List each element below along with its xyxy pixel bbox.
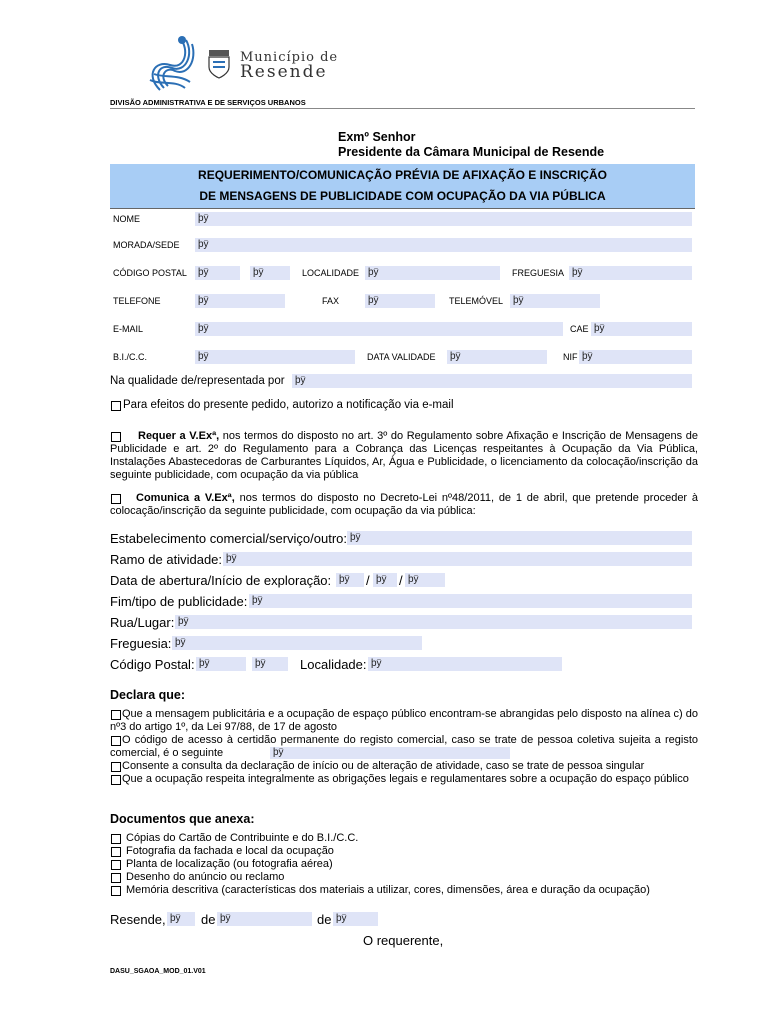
- doc-item-5: Memória descritiva (características dos materiais a utilizar, cores, dimensões, área e duração da ocupação): [126, 884, 650, 896]
- codigo-postal-est-field-2[interactable]: þÿ: [252, 657, 288, 671]
- declara-item-4: Que a ocupação respeita integralmente as obrigações legais e regulamentares sobre a ocupação do espaço público: [122, 773, 689, 785]
- requer-paragraph: [110, 430, 698, 482]
- codigo-postal-field-1[interactable]: þÿ: [195, 266, 240, 280]
- nome-field[interactable]: þÿ: [195, 212, 692, 226]
- qualidade-field[interactable]: þÿ: [292, 374, 692, 388]
- rua-field[interactable]: þÿ: [175, 615, 692, 629]
- resende-label: Resende: [240, 62, 328, 82]
- localidade-est-field[interactable]: þÿ: [368, 657, 562, 671]
- doc-checkbox-3[interactable]: [111, 860, 121, 870]
- form-title-line1: REQUERIMENTO/COMUNICAÇÃO PRÉVIA DE AFIXAÇÃO E INSCRIÇÃO: [198, 168, 607, 182]
- date-separator-1: /: [366, 573, 370, 588]
- data-abertura-year-field[interactable]: þÿ: [405, 573, 445, 587]
- division-title: DIVISÃO ADMINISTRATIVA E DE SERVIÇOS URBANOS: [110, 98, 306, 107]
- codigo-postal-est-field-1[interactable]: þÿ: [196, 657, 246, 671]
- doc-item-3: Planta de localização (ou fotografia aérea): [126, 858, 333, 870]
- fim-label: Fim/tipo de publicidade:: [110, 594, 248, 609]
- email-consent-text: Para efeitos do presente pedido, autorizo a notificação via e-mail: [123, 399, 454, 411]
- addressee-line2: Presidente da Câmara Municipal de Resende: [338, 145, 605, 159]
- data-abertura-day-field[interactable]: þÿ: [336, 573, 364, 587]
- form-title-line2: DE MENSAGENS DE PUBLICIDADE COM OCUPAÇÃO DA VIA PÚBLICA: [199, 189, 606, 203]
- form-title-box: [110, 164, 695, 209]
- fax-label: FAX: [322, 296, 340, 306]
- de-label-2: de: [317, 912, 332, 927]
- doc-item-2: Fotografia da fachada e local da ocupação: [126, 845, 334, 857]
- email-label: E-MAIL: [113, 324, 144, 334]
- telemovel-label: TELEMÓVEL: [449, 296, 504, 306]
- day-field[interactable]: þÿ: [167, 912, 195, 926]
- qualidade-label: Na qualidade de/representada por: [110, 375, 285, 387]
- doc-checkbox-4[interactable]: [111, 873, 121, 883]
- requerente-label: O requerente,: [363, 933, 444, 948]
- morada-field[interactable]: þÿ: [195, 238, 692, 252]
- codigo-postal-field-2[interactable]: þÿ: [250, 266, 290, 280]
- resende-wave-logo: [140, 30, 200, 100]
- freguesia-est-label: Freguesia:: [110, 636, 172, 651]
- telefone-label: TELEFONE: [113, 296, 161, 306]
- resende-date-label: Resende,: [110, 912, 166, 927]
- estab-field[interactable]: þÿ: [347, 531, 692, 545]
- ramo-field[interactable]: þÿ: [223, 552, 692, 566]
- nif-field[interactable]: þÿ: [579, 350, 692, 364]
- data-validade-field[interactable]: þÿ: [447, 350, 547, 364]
- municipal-coat-of-arms-icon: [205, 48, 233, 80]
- declara-title: Declara que:: [110, 688, 186, 702]
- fax-field[interactable]: þÿ: [365, 294, 435, 308]
- comunica-paragraph: [110, 492, 698, 518]
- bi-field[interactable]: þÿ: [195, 350, 355, 364]
- telefone-field[interactable]: þÿ: [195, 294, 285, 308]
- data-abertura-label: Data de abertura/Início de exploração:: [110, 573, 332, 588]
- data-validade-label: DATA VALIDADE: [367, 352, 436, 362]
- codigo-postal-est-label: Código Postal:: [110, 657, 195, 672]
- localidade-field[interactable]: þÿ: [365, 266, 500, 280]
- year-field[interactable]: þÿ: [333, 912, 378, 926]
- addressee-line1: Exmº Senhor: [338, 130, 416, 144]
- doc-checkbox-5[interactable]: [111, 886, 121, 896]
- month-field[interactable]: þÿ: [217, 912, 312, 926]
- freguesia-est-field[interactable]: þÿ: [172, 636, 422, 650]
- estab-label: Estabelecimento comercial/serviço/outro:: [110, 531, 347, 546]
- header-divider: [110, 108, 695, 109]
- cae-field[interactable]: þÿ: [591, 322, 692, 336]
- telemovel-field[interactable]: þÿ: [510, 294, 600, 308]
- comunica-text: nos termos do disposto no Decreto-Lei nº48/2011, de 1 de abril, que pretende proceder à colocação/inscrição da seguinte publicidade, com ocupação da via pública:: [110, 492, 698, 517]
- form-code: DASU_SGAOA_MOD_01.V01: [110, 968, 206, 975]
- email-field[interactable]: þÿ: [195, 322, 563, 336]
- codigo-postal-label: CÓDIGO POSTAL: [113, 268, 187, 278]
- email-consent-checkbox[interactable]: [111, 401, 121, 411]
- doc-item-4: Desenho do anúncio ou reclamo: [126, 871, 285, 883]
- localidade-est-label: Localidade:: [300, 657, 367, 672]
- comunica-bold: Comunica a V.Exª,: [136, 492, 235, 504]
- declara-item-1: Que a mensagem publicitária e a ocupação de espaço público encontram-se abrangidas pelo disposto na alínea c) do nº3 do artigo 1º, da Lei 97/88, de 17 de agosto: [110, 708, 698, 733]
- requer-text: nos termos do disposto no art. 3º do Regulamento sobre Afixação e Inscrição de Mensagens de Publicidade e art. 2º do Regulamento para a Cobrança das Licenças respeitantes à Ocupação da Via Pública, Instalações Abastecedoras de Carburantes Líquidos, Ar, Água e Publicidade, o licenciamento da colocação/inscrição da seguinte publicidade, com ocupação da via pública: [110, 430, 698, 481]
- localidade-label: LOCALIDADE: [302, 268, 360, 278]
- bi-label: B.I./C.C.: [113, 352, 148, 362]
- requer-bold: Requer a V.Exª,: [138, 430, 220, 442]
- municipio-label: Município de: [240, 50, 339, 65]
- de-label-1: de: [201, 912, 216, 927]
- codigo-acesso-field[interactable]: þÿ: [270, 747, 510, 759]
- declara-item-2-text: O código de acesso à certidão permanente do registo comercial, caso se trate de pessoa coletiva sujeita a registo comercial, é o seguinte: [110, 734, 698, 759]
- morada-label: MORADA/SEDE: [113, 240, 180, 250]
- freguesia-label: FREGUESIA: [512, 268, 565, 278]
- doc-checkbox-1[interactable]: [111, 834, 121, 844]
- freguesia-field[interactable]: þÿ: [569, 266, 692, 280]
- declara-item-3: Consente a consulta da declaração de início ou de alteração de atividade, caso se trate de pessoa singular: [122, 760, 645, 772]
- rua-label: Rua/Lugar:: [110, 615, 175, 630]
- nif-label: NIF: [563, 352, 578, 362]
- doc-checkbox-2[interactable]: [111, 847, 121, 857]
- date-separator-2: /: [399, 573, 403, 588]
- ramo-label: Ramo de atividade:: [110, 552, 223, 567]
- documentos-title: Documentos que anexa:: [110, 812, 255, 826]
- doc-item-1: Cópias do Cartão de Contribuinte e do B.I./C.C.: [126, 832, 359, 844]
- fim-field[interactable]: þÿ: [249, 594, 692, 608]
- cae-label: CAE: [570, 324, 589, 334]
- nome-label: NOME: [113, 214, 140, 224]
- data-abertura-month-field[interactable]: þÿ: [373, 573, 397, 587]
